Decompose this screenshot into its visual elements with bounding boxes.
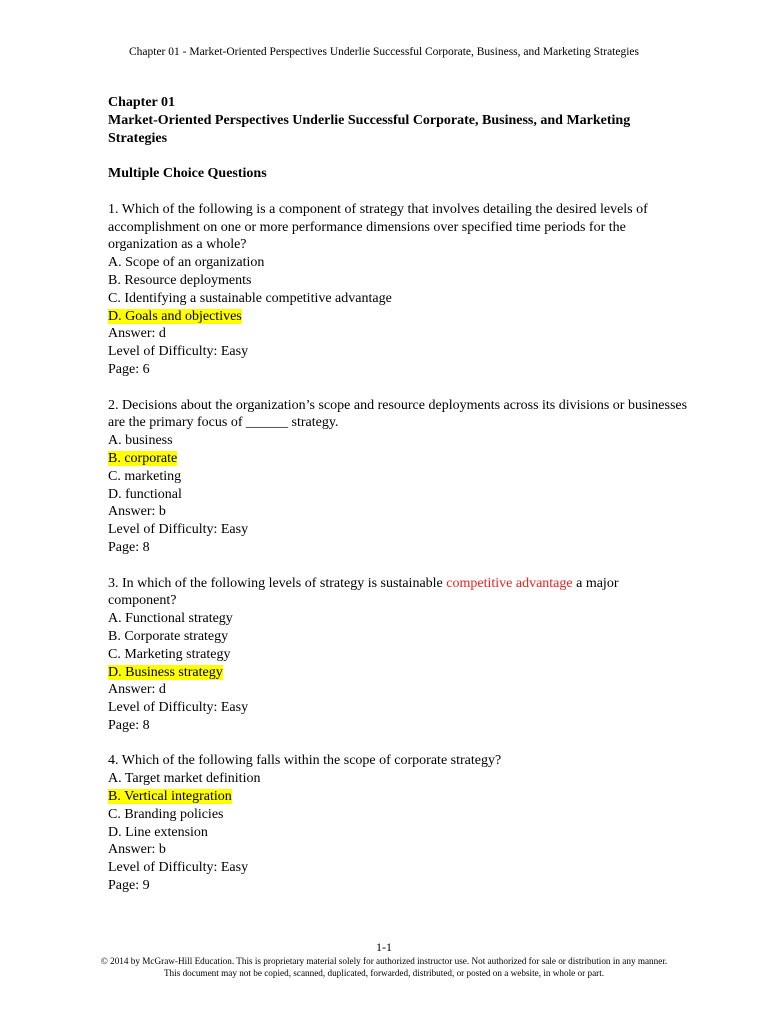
section-title: Multiple Choice Questions bbox=[108, 166, 267, 182]
page-footer bbox=[0, 940, 768, 979]
chapter-number: Chapter 01 bbox=[108, 95, 176, 110]
option-c: C. Marketing strategy bbox=[108, 646, 231, 662]
question-prompt: 1. Which of the following is a component of strategy that involves detailing the desired levels of accomplishment on one or more performance dimensions over specified time periods for the organization as a whole? bbox=[108, 201, 648, 253]
option-b bbox=[108, 788, 688, 806]
question-prompt bbox=[108, 575, 688, 611]
option-c: C. Branding policies bbox=[108, 806, 224, 822]
page-ref: Page: 9 bbox=[108, 878, 150, 894]
difficulty: Level of Difficulty: Easy bbox=[108, 860, 249, 876]
option-b: B. Corporate strategy bbox=[108, 628, 229, 644]
answer: Answer: d bbox=[108, 326, 166, 342]
chapter-title: Market-Oriented Perspectives Underlie Successful Corporate, Business, and Marketing Strategies bbox=[108, 112, 631, 146]
answer: Answer: b bbox=[108, 842, 166, 858]
question-2 bbox=[108, 397, 688, 557]
highlighted-answer: D. Business strategy bbox=[108, 664, 223, 680]
answer: Answer: b bbox=[108, 504, 166, 520]
option-c: C. marketing bbox=[108, 468, 182, 484]
document-body bbox=[108, 94, 688, 895]
running-header: Chapter 01 - Market-Oriented Perspectives Underlie Successful Corporate, Business, and Marketing Strategies bbox=[128, 46, 639, 58]
prompt-text: 3. In which of the following levels of strategy is sustainable bbox=[108, 575, 447, 591]
option-d: D. Line extension bbox=[108, 824, 208, 840]
option-d bbox=[108, 308, 688, 326]
option-d: D. functional bbox=[108, 486, 182, 502]
page-number: 1-1 bbox=[376, 940, 392, 954]
highlighted-answer: D. Goals and objectives bbox=[108, 308, 242, 324]
question-prompt: 2. Decisions about the organization’s scope and resource deployments across its divisions or businesses are the primary focus of ______ strategy. bbox=[108, 397, 688, 431]
option-d bbox=[108, 664, 688, 682]
option-c: C. Identifying a sustainable competitive advantage bbox=[108, 290, 392, 306]
page-ref: Page: 6 bbox=[108, 361, 150, 377]
page-ref: Page: 8 bbox=[108, 717, 150, 733]
page-ref: Page: 8 bbox=[108, 539, 150, 555]
option-b bbox=[108, 450, 688, 468]
question-3 bbox=[108, 575, 688, 735]
difficulty: Level of Difficulty: Easy bbox=[108, 522, 249, 538]
difficulty: Level of Difficulty: Easy bbox=[108, 700, 249, 716]
question-prompt: 4. Which of the following falls within the scope of corporate strategy? bbox=[108, 753, 502, 769]
option-a: A. Target market definition bbox=[108, 771, 261, 787]
difficulty: Level of Difficulty: Easy bbox=[108, 344, 249, 360]
answer: Answer: d bbox=[108, 682, 166, 698]
option-a: A. Scope of an organization bbox=[108, 255, 265, 271]
option-a: A. business bbox=[108, 433, 173, 449]
competitive-advantage-link[interactable]: competitive advantage bbox=[446, 575, 573, 591]
highlighted-answer: B. Vertical integration bbox=[108, 789, 232, 805]
question-4 bbox=[108, 752, 688, 894]
question-1 bbox=[108, 201, 688, 379]
highlighted-answer: B. corporate bbox=[108, 450, 178, 466]
prompt-text: a major component? bbox=[108, 575, 619, 609]
copyright-notice: © 2014 by McGraw-Hill Education. This is proprietary material solely for authorized instructor use. Not authorized for sale or distribution in any manner. This document may not be copied, scanned, duplicated, forwarded, distributed, or posted on a website, in whole or part. bbox=[100, 956, 668, 978]
option-a: A. Functional strategy bbox=[108, 611, 233, 627]
option-b: B. Resource deployments bbox=[108, 272, 252, 288]
